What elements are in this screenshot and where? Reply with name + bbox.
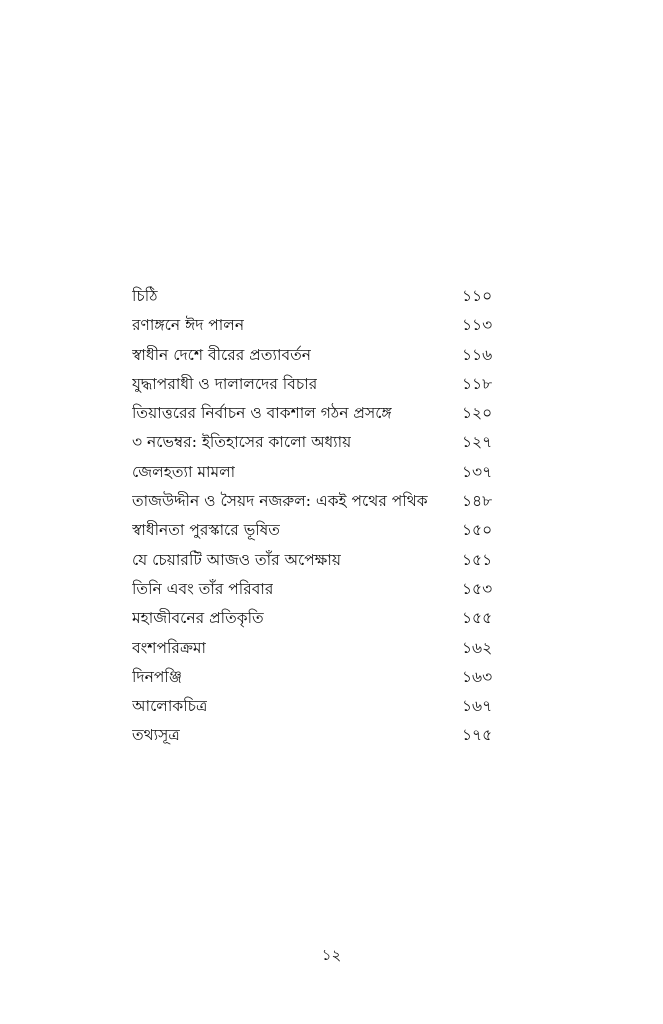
toc-entry-title: যে চেয়ারটি আজও তাঁর অপেক্ষায় bbox=[132, 550, 341, 569]
toc-entry-page: ১৬৩ bbox=[462, 667, 493, 686]
toc-entry-title: রণাঙ্গনে ঈদ পালন bbox=[132, 316, 245, 335]
toc-entry bbox=[132, 341, 502, 370]
toc-entry bbox=[132, 721, 502, 750]
toc-entry bbox=[132, 516, 502, 545]
toc-entry bbox=[132, 370, 502, 399]
toc-entry-page: ১৫০ bbox=[462, 521, 493, 540]
toc-entry-page: ১১৬ bbox=[462, 345, 493, 364]
toc-entry bbox=[132, 399, 502, 428]
toc-entry-title: যুদ্ধাপরাধী ও দালালদের বিচার bbox=[132, 374, 318, 393]
toc-entry-title: বংশপরিক্রমা bbox=[132, 638, 207, 657]
toc-entry-page: ১৪৮ bbox=[462, 492, 493, 511]
toc-entry bbox=[132, 487, 502, 516]
toc-entry bbox=[132, 604, 502, 633]
toc-entry-title: তাজউদ্দীন ও সৈয়দ নজরুল: একই পথের পথিক bbox=[132, 492, 428, 511]
toc-entry-title: ৩ নভেম্বর: ইতিহাসের কালো অধ্যায় bbox=[132, 433, 352, 452]
toc-entry-page: ১৭৫ bbox=[462, 726, 493, 745]
toc-entry-title: দিনপঞ্জি bbox=[132, 667, 183, 686]
toc-entry-page: ১৫৩ bbox=[462, 579, 493, 598]
toc-entry-page: ১১৮ bbox=[462, 374, 493, 393]
toc-entry bbox=[132, 575, 502, 604]
toc-entry bbox=[132, 663, 502, 692]
toc-entry bbox=[132, 634, 502, 663]
toc-entry-title: স্বাধীন দেশে বীরের প্রত্যাবর্তন bbox=[132, 345, 311, 364]
toc-entry-title: আলোকচিত্র bbox=[132, 697, 208, 716]
toc-entry-title: তিয়াত্তরের নির্বাচন ও বাকশাল গঠন প্রসঙ্গে bbox=[132, 404, 392, 423]
toc-entry-page: ১২০ bbox=[462, 404, 493, 423]
page-number: ১২ bbox=[321, 946, 342, 964]
toc-entry-page: ১১০ bbox=[462, 287, 493, 305]
toc-entry-page: ১৬৭ bbox=[462, 697, 493, 716]
toc-entry-page: ১৫৫ bbox=[462, 609, 493, 628]
toc-entry-page: ১৩৭ bbox=[462, 462, 493, 481]
toc-entry-title: তিনি এবং তাঁর পরিবার bbox=[132, 579, 274, 598]
toc-entry-page: ১৫১ bbox=[462, 550, 493, 569]
table-of-contents bbox=[132, 282, 502, 751]
toc-entry-title: জেলহত্যা মামলা bbox=[132, 462, 236, 481]
toc-entry-title: তথ্যসূত্র bbox=[132, 726, 180, 745]
toc-entry bbox=[132, 692, 502, 721]
toc-entry-title: মহাজীবনের প্রতিকৃতি bbox=[132, 609, 264, 628]
toc-entry bbox=[132, 311, 502, 340]
toc-entry bbox=[132, 458, 502, 487]
toc-entry bbox=[132, 428, 502, 457]
toc-entry-title: চিঠি bbox=[132, 287, 158, 305]
toc-entry-page: ১৬২ bbox=[462, 638, 493, 657]
toc-entry bbox=[132, 546, 502, 575]
toc-entry-page: ১২৭ bbox=[462, 433, 493, 452]
toc-entry bbox=[132, 282, 502, 311]
toc-entry-page: ১১৩ bbox=[462, 316, 493, 335]
toc-entry-title: স্বাধীনতা পুরস্কারে ভূষিত bbox=[132, 521, 280, 540]
